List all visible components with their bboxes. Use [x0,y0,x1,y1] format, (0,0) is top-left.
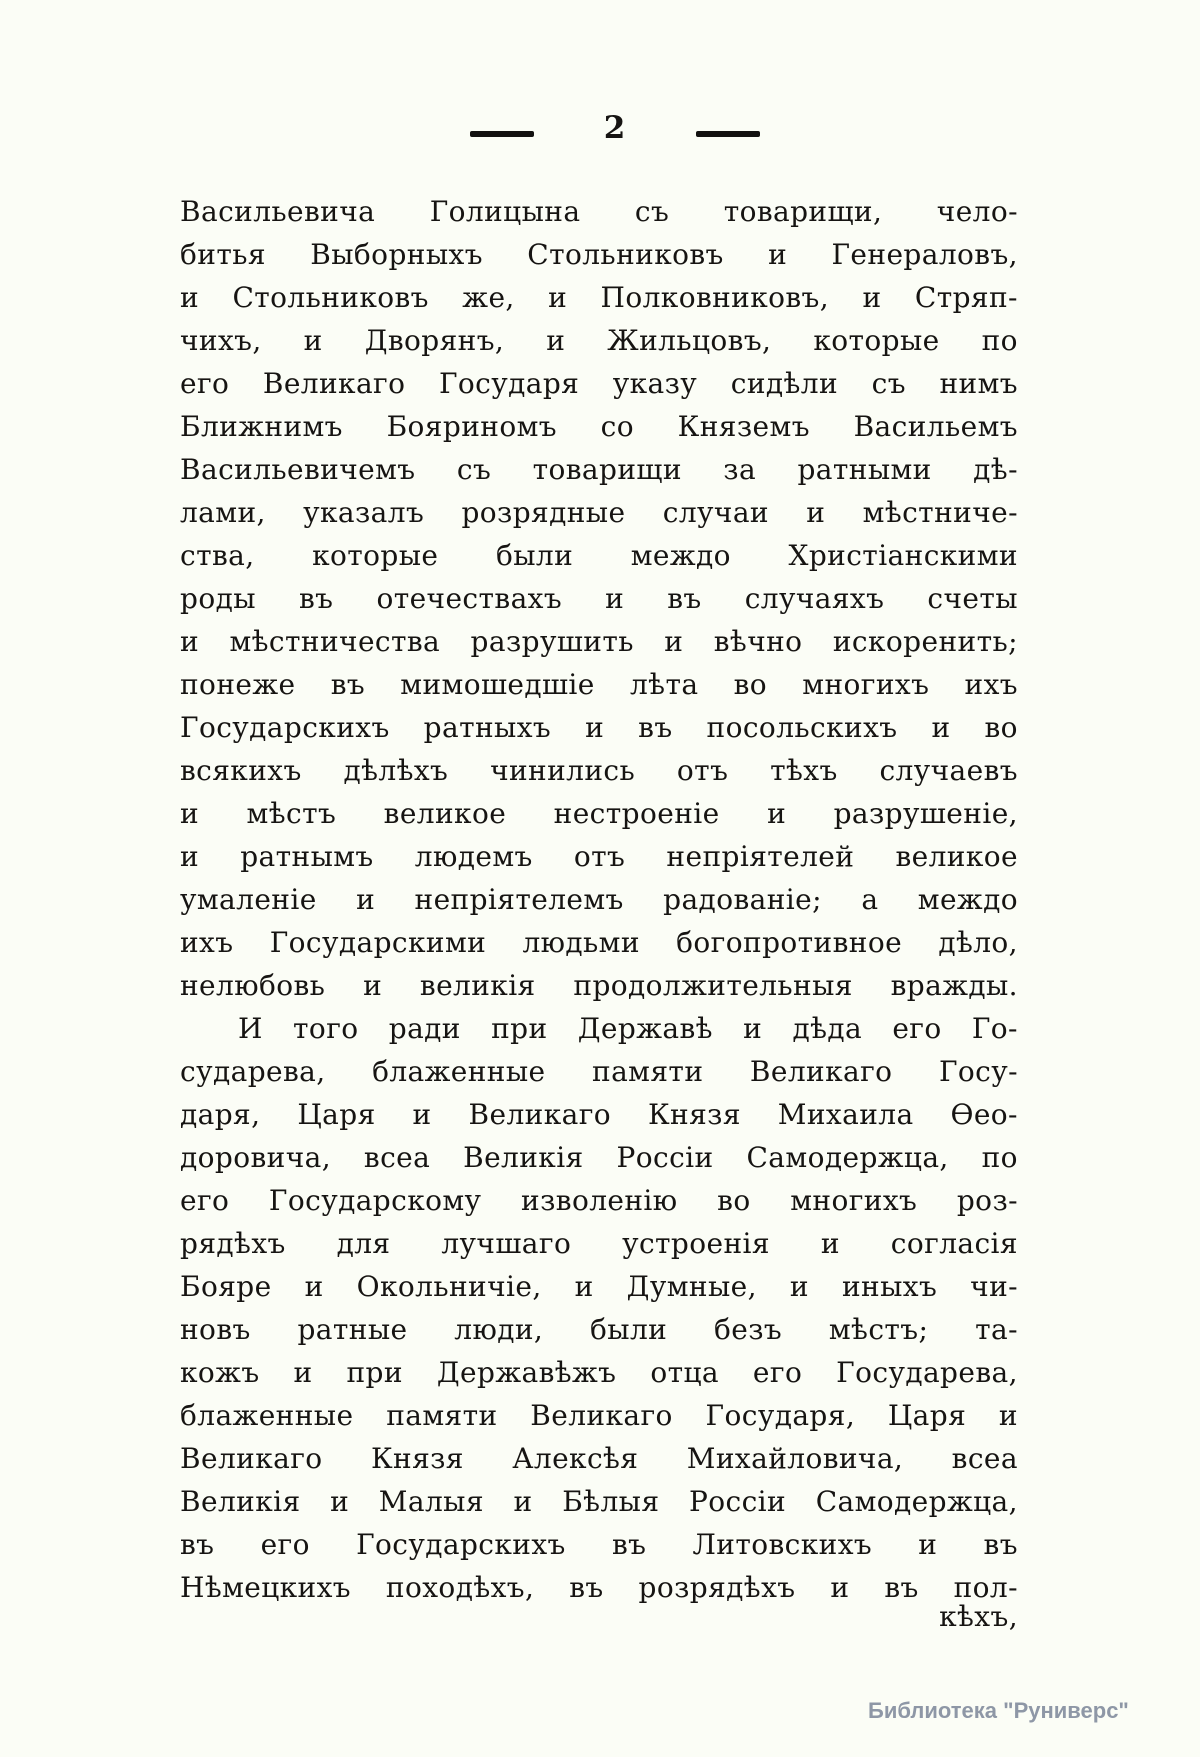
word: Полковниковъ, [600,281,830,314]
word: и [330,1485,350,1518]
text-line [180,1179,1018,1222]
word: Нѣмецкихъ [180,1571,352,1604]
word: лучшаго [441,1227,572,1260]
word: Государева, [836,1356,1018,1389]
word: Государя, [705,1399,856,1432]
word: товарищи, [723,195,883,228]
word: ихъ [964,668,1018,701]
word: Окольничіе, [356,1270,542,1303]
word: Россіи [616,1141,714,1174]
text-line [180,491,1018,534]
word: изволенію [521,1184,678,1217]
word: его [892,1012,942,1045]
word: его [752,1356,803,1389]
word: и [743,1012,763,1045]
word: ратными [797,453,932,486]
word: были [495,539,574,572]
word: Князя [647,1098,741,1131]
word: случаяхъ [744,582,885,615]
word: его [260,1528,310,1561]
text-line [180,1050,1018,1093]
running-head [470,108,760,152]
word: отъ [573,840,626,873]
word: людемъ [414,840,533,873]
word: въ [611,1528,647,1561]
word: иныхъ [841,1270,938,1303]
text-line [180,663,1018,706]
text-line [180,1265,1018,1308]
text-line [180,749,1018,792]
text-line [180,1351,1018,1394]
word: многихъ [802,668,930,701]
word: мимошедшіе [400,668,595,701]
word: указалъ [303,496,425,529]
word: во [984,711,1018,744]
body-text-block [180,190,1018,1609]
word: товарищи [532,453,682,486]
word: случаи [662,496,769,529]
word: всеа [951,1442,1018,1475]
word: разрушеніе, [833,797,1018,830]
word: продолжительныя [573,969,853,1002]
word: междо [630,539,731,572]
word: Алексѣя [512,1442,639,1475]
word: великое [895,840,1018,873]
word: чи- [970,1270,1018,1303]
word: Бояриномъ [386,410,557,443]
word: Бояре [180,1270,272,1303]
word: Самодержца, [815,1485,1018,1518]
word: всякихъ [180,754,302,787]
word: мѣстъ; [828,1313,929,1346]
word: новъ [180,1313,251,1346]
word: въ [569,1571,604,1604]
word: походѣхъ, [385,1571,535,1604]
word: Державѣ [577,1012,713,1045]
word: отъ [676,754,729,787]
word: въ [983,1528,1018,1561]
word: безъ [713,1313,783,1346]
word: и [180,797,200,830]
text-line [180,1394,1018,1437]
text-line [180,1480,1018,1523]
word: роды [180,582,256,615]
word: Великія [180,1485,301,1518]
word: памяти [592,1055,704,1088]
word: отечествахъ [376,582,563,615]
word: лѣта [629,668,699,701]
word: Князя [370,1442,464,1475]
word: та- [975,1313,1018,1346]
word: нимъ [939,367,1018,400]
word: дѣлѣхъ [343,754,449,787]
header-rule-left [470,131,534,137]
word: люди, [454,1313,544,1346]
word: ихъ [180,926,234,959]
word: памяти [386,1399,498,1432]
word: битья [180,238,266,271]
word: и [180,281,200,314]
word: Великаго [468,1098,612,1131]
word: чихъ, [180,324,262,357]
word: Царя [297,1098,376,1131]
text-line [180,1523,1018,1566]
word: съ [634,195,670,228]
word: Великаго [180,1442,323,1475]
word: непріятелей [666,840,855,873]
word: Голицына [429,195,581,228]
word: и [180,840,200,873]
word: посольскихъ [706,711,898,744]
word: и [412,1098,432,1131]
word: и [574,1270,594,1303]
word: сударева, [180,1055,326,1088]
word: Христіанскими [788,539,1018,572]
catchword: кѣхъ, [939,1600,1018,1633]
word: Госу- [938,1055,1018,1088]
text-line [180,835,1018,878]
header-rule-right [696,131,760,137]
word: Ближнимъ [180,410,343,443]
text-line [180,1308,1018,1351]
word: тѣхъ [770,754,838,787]
word: и [293,1356,313,1389]
word: ства, [180,539,255,572]
text-line [180,405,1018,448]
word: розрядные [461,496,626,529]
text-line [180,448,1018,491]
word: чинились [490,754,636,787]
word: Генераловъ, [831,238,1018,271]
text-line [180,921,1018,964]
word: Васильемъ [853,410,1018,443]
word: Дворянъ, [364,324,505,357]
word: и [767,797,787,830]
word: Бѣлыя [562,1485,660,1518]
word: и [918,1528,938,1561]
word: Ѳео- [950,1098,1018,1131]
text-line [180,276,1018,319]
word: во [733,668,768,701]
text-line [180,1136,1018,1179]
word: искоренить; [832,625,1018,658]
word: и [830,1571,850,1604]
word: пол- [953,1571,1018,1604]
text-line [180,1093,1018,1136]
word: дѣ- [973,453,1018,486]
word: Государскому [268,1184,482,1217]
word: отца [650,1356,719,1389]
word: въ [667,582,702,615]
word: и [806,496,826,529]
word: непріятелемъ [414,883,624,916]
word: въ [884,1571,919,1604]
word: его [180,1184,230,1217]
word: Самодержца, [746,1141,949,1174]
word: въ [638,711,673,744]
text-line [180,792,1018,835]
word: роз- [956,1184,1018,1217]
word: устроенія [622,1227,770,1260]
word: при [346,1356,403,1389]
word: и [303,324,323,357]
word: были [590,1313,668,1346]
word: со [600,410,634,443]
word: вражды. [890,969,1018,1002]
word: и [356,883,376,916]
word: которые [312,539,439,572]
word: въ [330,668,366,701]
word: по [981,324,1018,357]
text-line [180,620,1018,663]
word: а [861,883,879,916]
text-line [180,964,1018,1007]
word: по [981,1141,1018,1174]
word: блаженные [372,1055,546,1088]
word: Выборныхъ [310,238,483,271]
word: во [717,1184,751,1217]
text-line [180,534,1018,577]
library-watermark: Библиотека "Руниверс" [868,1698,1129,1723]
word: Стряп- [914,281,1018,314]
word: и [546,324,566,357]
word: его [180,367,230,400]
word: Великаго [749,1055,893,1088]
word: Жильцовъ, [607,324,772,357]
word: Великаго [262,367,406,400]
word: нелюбовь [180,969,326,1002]
word: ратные [297,1313,408,1346]
word: за [723,453,757,486]
word: и [931,711,951,744]
word: Стольниковъ [527,238,724,271]
word: для [336,1227,391,1260]
text-line [180,1437,1018,1480]
word: Михаила [777,1098,914,1131]
text-line [180,233,1018,276]
text-line [180,319,1018,362]
word: разрушить [470,625,634,658]
word: Васильевича [180,195,376,228]
word: указу [612,367,698,400]
text-line [180,577,1018,620]
word: Государскими [269,926,487,959]
word: даря, [180,1098,261,1131]
text-line [180,878,1018,921]
word: ратныхъ [423,711,552,744]
word: Михайловича, [686,1442,904,1475]
word: и [664,625,684,658]
word: многихъ [790,1184,918,1217]
word: доровича, [180,1141,332,1174]
text-line [180,1222,1018,1265]
word: Великаго [530,1399,673,1432]
text-line [180,362,1018,405]
word: всеа [363,1141,431,1174]
word: радованіе; [663,883,822,916]
text-line [180,190,1018,233]
word: и [180,625,200,658]
word: понеже [180,668,296,701]
word: И [238,1012,263,1045]
word: блаженные [180,1399,354,1432]
word: чело- [936,195,1018,228]
word: и [585,711,605,744]
word: и [862,281,882,314]
word: и [820,1227,840,1260]
word: людьми [522,926,640,959]
word: и [363,969,383,1002]
word: розрядѣхъ [638,1571,796,1604]
word: въ [298,582,334,615]
word: дѣло, [938,926,1018,959]
word: съ [871,367,906,400]
word: же, [462,281,515,314]
word: счеты [927,582,1018,615]
word: Стольниковъ [232,281,429,314]
word: междо [917,883,1018,916]
word: лами, [180,496,266,529]
word: и [768,238,788,271]
text-line [180,1007,1018,1050]
word: Княземъ [677,410,810,443]
word: Го- [971,1012,1018,1045]
catchword-row [180,1595,1018,1638]
word: нестроеніе [553,797,720,830]
word: Малыя [378,1485,484,1518]
word: съ [456,453,492,486]
word: ратнымъ [240,840,374,873]
word: Россіи [689,1485,787,1518]
word: и [605,582,625,615]
word: въ [180,1528,215,1561]
word: и [789,1270,809,1303]
word: мѣстъ [246,797,337,830]
word: великія [419,969,536,1002]
word: мѣстниче- [862,496,1018,529]
word: ради [388,1012,461,1045]
word: Государскихъ [180,711,390,744]
word: Думные, [626,1270,757,1303]
word: того [293,1012,359,1045]
word: великое [383,797,507,830]
word: Великія [463,1141,584,1174]
word: богопротивное [676,926,903,959]
word: Васильевичемъ [180,453,416,486]
word: дѣда [792,1012,863,1045]
word: и [998,1399,1018,1432]
word: согласія [890,1227,1018,1260]
word: Литовскихъ [692,1528,873,1561]
word: и [513,1485,533,1518]
word: которые [813,324,940,357]
word: при [491,1012,548,1045]
word: сидѣли [730,367,839,400]
word: кожъ [180,1356,260,1389]
word: Государя [438,367,580,400]
word: рядѣхъ [180,1227,286,1260]
word: и [548,281,568,314]
text-line [180,706,1018,749]
word: Государскихъ [356,1528,566,1561]
word: мѣстничества [229,625,441,658]
word: умаленіе [180,883,317,916]
page-number: 2 [603,110,627,146]
word: вѣчно [713,625,803,658]
word: случаевъ [879,754,1018,787]
word: Державѣжъ [436,1356,617,1389]
word: и [304,1270,324,1303]
word: Царя [887,1399,967,1432]
